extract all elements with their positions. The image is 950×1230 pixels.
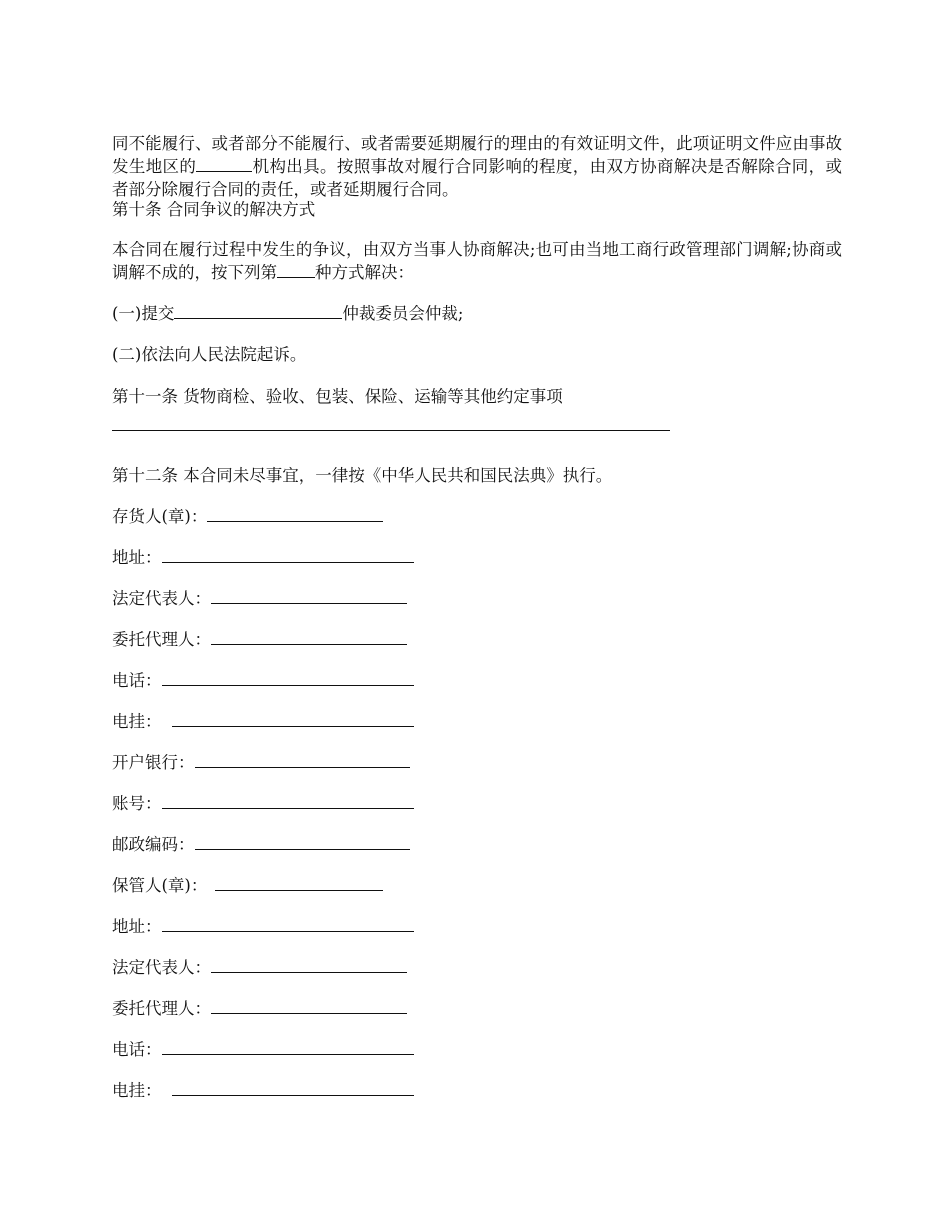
issuing-authority-blank — [196, 156, 252, 172]
article-10-body — [112, 238, 842, 284]
depositor-bank-blank[interactable] — [195, 752, 410, 768]
depositor-telegram-label: 电挂： — [112, 712, 162, 731]
keeper-seal-blank[interactable] — [215, 875, 383, 891]
keeper-seal-field — [112, 874, 383, 897]
keeper-phone-label: 电话： — [112, 1040, 162, 1059]
depositor-agent-blank[interactable] — [211, 629, 407, 645]
depositor-address-label: 地址： — [112, 548, 162, 567]
keeper-legal-rep-field — [112, 956, 407, 979]
depositor-legal-rep-label: 法定代表人： — [112, 589, 211, 608]
article-12: 第十二条 本合同未尽事宜，一律按《中华人民共和国民法典》执行。 — [112, 466, 613, 485]
keeper-telegram-blank[interactable] — [172, 1080, 414, 1096]
method-number-blank — [277, 262, 315, 278]
depositor-account-blank[interactable] — [162, 793, 414, 809]
force-majeure-text-1: 同不能履行、或者部分不能履行、或者需要延期履行的理由的有效证明文件，此项证明文件应由事故发生地区的 — [112, 134, 842, 176]
depositor-agent-label: 委托代理人： — [112, 630, 211, 649]
force-majeure-paragraph — [112, 132, 842, 201]
article-10-text-2: 种方式解决： — [315, 263, 414, 282]
article-11-fill-line — [112, 430, 670, 431]
keeper-address-label: 地址： — [112, 917, 162, 936]
keeper-phone-field — [112, 1038, 414, 1061]
depositor-address-field — [112, 546, 414, 569]
depositor-address-blank[interactable] — [162, 547, 414, 563]
depositor-bank-label: 开户银行： — [112, 753, 195, 772]
depositor-bank-field — [112, 751, 410, 774]
depositor-postcode-blank[interactable] — [195, 834, 410, 850]
option-1-suffix: 仲裁委员会仲裁; — [342, 304, 464, 323]
depositor-postcode-label: 邮政编码： — [112, 835, 195, 854]
keeper-legal-rep-blank[interactable] — [211, 957, 407, 973]
depositor-legal-rep-blank[interactable] — [211, 588, 407, 604]
keeper-legal-rep-label: 法定代表人： — [112, 958, 211, 977]
depositor-account-label: 账号： — [112, 794, 162, 813]
option-1-prefix: (一)提交 — [112, 304, 175, 323]
depositor-postcode-field — [112, 833, 410, 856]
keeper-telegram-field — [112, 1079, 414, 1102]
depositor-agent-field — [112, 628, 407, 651]
arbitration-committee-blank — [174, 303, 342, 319]
depositor-telegram-blank[interactable] — [172, 711, 414, 727]
article-11-title: 第十一条 货物商检、验收、包装、保险、运输等其他约定事项 — [112, 387, 563, 406]
depositor-phone-blank[interactable] — [162, 670, 414, 686]
keeper-agent-blank[interactable] — [211, 998, 407, 1014]
depositor-phone-label: 电话： — [112, 671, 162, 690]
option-arbitration — [112, 302, 463, 325]
keeper-agent-field — [112, 997, 407, 1020]
depositor-phone-field — [112, 669, 414, 692]
depositor-seal-blank[interactable] — [207, 506, 383, 522]
article-10-text-1: 本合同在履行过程中发生的争议，由双方当事人协商解决;也可由当地工商行政管理部门调解;协商或调解不成的，按下列第 — [112, 240, 842, 282]
keeper-address-field — [112, 915, 414, 938]
keeper-address-blank[interactable] — [162, 916, 414, 932]
keeper-telegram-label: 电挂： — [112, 1081, 162, 1100]
article-10-title: 第十条 合同争议的解决方式 — [112, 200, 316, 219]
depositor-legal-rep-field — [112, 587, 407, 610]
option-court: (二)依法向人民法院起诉。 — [112, 345, 307, 364]
keeper-agent-label: 委托代理人： — [112, 999, 211, 1018]
depositor-telegram-field — [112, 710, 414, 733]
depositor-account-field — [112, 792, 414, 815]
depositor-seal-field — [112, 505, 383, 528]
keeper-seal-label: 保管人(章)： — [112, 876, 208, 895]
force-majeure-text-2: 机构出具。按照事故对履行合同影响的程度，由双方协商解决是否解除合同，或者部分除履行合同的责任，或者延期履行合同。 — [112, 157, 843, 199]
keeper-phone-blank[interactable] — [162, 1039, 414, 1055]
depositor-seal-label: 存货人(章)： — [112, 507, 208, 526]
